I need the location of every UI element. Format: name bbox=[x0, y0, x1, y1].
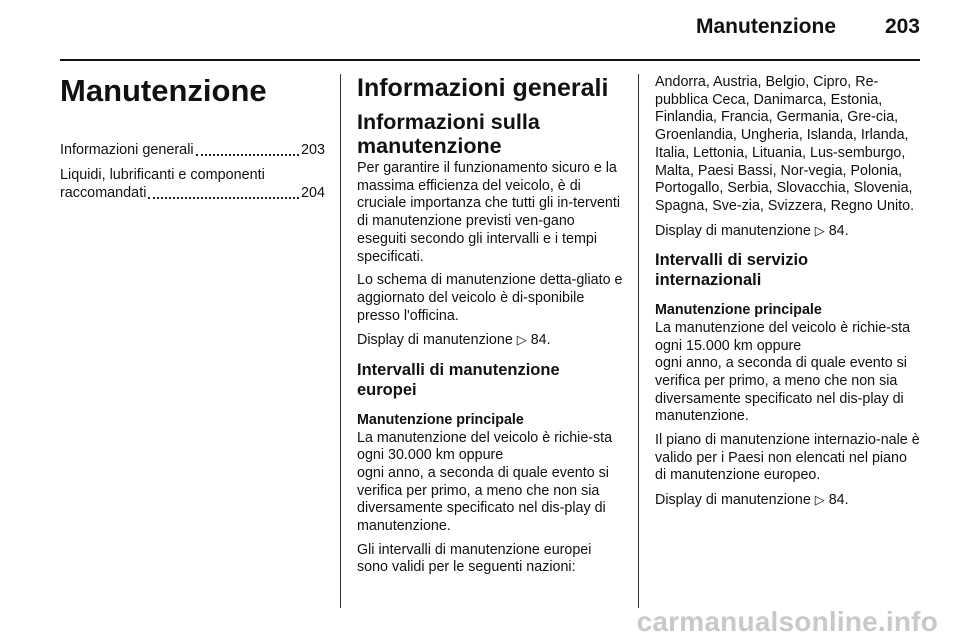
cross-reference[interactable] bbox=[655, 222, 922, 241]
column-divider bbox=[340, 74, 341, 608]
header-rule bbox=[60, 59, 920, 61]
paragraph: Il piano di manutenzione internazio-nale è valido per i Paesi non elencati nel piano di manutenzione europeo. bbox=[655, 432, 920, 484]
minor-heading: Manutenzione principale bbox=[655, 302, 822, 319]
heading-line: internazionali bbox=[655, 271, 762, 290]
page-reference-icon: ▷ bbox=[516, 332, 527, 348]
minor-heading: Manutenzione principale bbox=[357, 412, 524, 429]
running-header-title: Manutenzione bbox=[696, 15, 836, 38]
content-column bbox=[357, 74, 624, 583]
paragraph: ogni anno, a seconda di quale evento si verifica per primo, a meno che non sia diversamente specificato nel dis-play di manutenzione. bbox=[655, 355, 907, 425]
toc-entry-label: Informazioni generali bbox=[60, 142, 194, 158]
toc-entry[interactable] bbox=[60, 166, 325, 203]
reference-text: Display di manutenzione bbox=[655, 492, 811, 509]
page-number: 203 bbox=[884, 15, 920, 38]
chapter-column bbox=[60, 74, 325, 209]
toc-entry-label-cont: raccomandati bbox=[60, 185, 147, 201]
chapter-title: Manutenzione bbox=[60, 73, 267, 108]
subsection-heading bbox=[655, 250, 922, 290]
toc-entry-page: 204 bbox=[300, 185, 325, 201]
toc-entry-label: Liquidi, lubrificanti e componenti bbox=[60, 166, 265, 183]
page-header bbox=[60, 0, 920, 60]
heading-line: Intervalli di servizio bbox=[655, 251, 809, 270]
column-divider bbox=[638, 74, 639, 608]
paragraph: Lo schema di manutenzione detta-gliato e aggiornato del veicolo è di-sponibile presso l'officina. bbox=[357, 272, 623, 324]
section-heading: Informazioni generali bbox=[357, 74, 609, 102]
toc-leader-dots bbox=[196, 154, 299, 156]
heading-line: europei bbox=[357, 381, 417, 400]
reference-text: Display di manutenzione bbox=[655, 222, 811, 239]
cross-reference[interactable] bbox=[655, 491, 922, 510]
subsection-heading bbox=[357, 360, 624, 400]
watermark: carmanualsonline.info bbox=[636, 606, 938, 637]
heading-line: manutenzione bbox=[357, 134, 502, 158]
reference-page: 84. bbox=[828, 222, 849, 239]
content-column bbox=[655, 74, 922, 516]
paragraph: ogni anno, a seconda di quale evento si verifica per primo, a meno che non sia diversamente specificato nel dis-play di manutenzione. bbox=[357, 464, 609, 535]
paragraph: La manutenzione del veicolo è richie-sta ogni 15.000 km oppure bbox=[655, 319, 911, 354]
table-of-contents bbox=[60, 141, 325, 203]
subsection-heading bbox=[357, 110, 624, 158]
country-list: Andorra, Austria, Belgio, Cipro, Re-pubblica Ceca, Danimarca, Estonia, Finlandia, Francia, Germania, Gre-cia, Groenlandia, Ungheria, Islanda, Irlanda, Italia, Lettonia, Lituania, Lus-semburgo, Malta, Paesi Bassi, Nor-vegia, Polonia, Portogallo, Serbia, Slovacchia, Slovenia, Spagna, Sve-zia, Svizzera, Regno Unito. bbox=[655, 74, 915, 214]
paragraph: Gli intervalli di manutenzione europei sono validi per le seguenti nazioni: bbox=[357, 541, 592, 576]
reference-text: Display di manutenzione bbox=[357, 332, 513, 349]
paragraph: La manutenzione del veicolo è richie-sta ogni 30.000 km oppure bbox=[357, 429, 613, 464]
paragraph: Per garantire il funzionamento sicuro e la massima efficienza del veicolo, è di cruciale importanza che tutti gli in-terventi di manutenzione previsti ven-gano eseguiti secondo gli intervalli e i tempi specificati. bbox=[357, 160, 621, 265]
reference-page: 84. bbox=[828, 492, 849, 509]
cross-reference[interactable] bbox=[357, 331, 624, 350]
toc-entry-page: 203 bbox=[300, 142, 325, 158]
page-reference-icon: ▷ bbox=[814, 222, 825, 238]
toc-entry[interactable] bbox=[60, 141, 325, 160]
reference-page: 84. bbox=[530, 332, 551, 349]
page-reference-icon: ▷ bbox=[814, 492, 825, 508]
heading-line: Informazioni sulla bbox=[357, 110, 540, 134]
toc-leader-dots bbox=[148, 197, 299, 199]
heading-line: Intervalli di manutenzione bbox=[357, 361, 560, 380]
